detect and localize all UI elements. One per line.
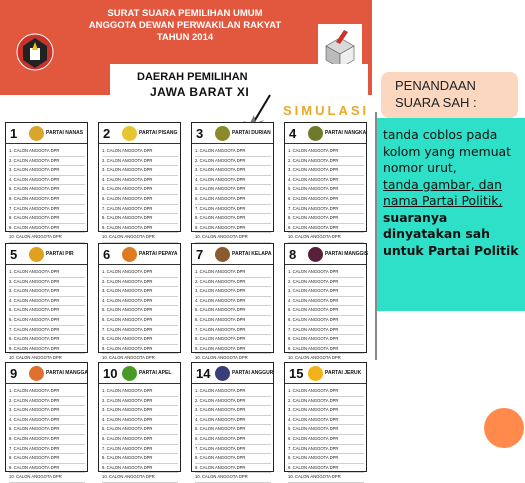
penandaan-label: PENANDAAN SUARA SAH : [395,78,477,110]
candidate-row[interactable]: 10. CALON ANGGOTA DPR [102,354,178,364]
candidate-row[interactable]: 8. CALON ANGGOTA DPR [9,335,85,345]
candidate-row[interactable]: 3. CALON ANGGOTA DPR [102,166,178,176]
daerah-value: JAWA BARAT XI [150,85,250,99]
candidate-list [195,387,271,483]
candidate-row[interactable]: 5. CALON ANGGOTA DPR [102,425,178,435]
candidate-row[interactable]: 10. CALON ANGGOTA DPR [9,473,85,483]
mangosteen-icon [308,247,323,262]
candidate-list [288,147,364,243]
party-header [192,123,273,144]
party-header [99,363,180,384]
candidate-row[interactable]: 5. CALON ANGGOTA DPR [195,425,271,435]
candidate-row[interactable]: 6. CALON ANGGOTA DPR [195,435,271,445]
candidate-row[interactable]: 5. CALON ANGGOTA DPR [195,185,271,195]
candidate-row[interactable]: 7. CALON ANGGOTA DPR [288,445,364,455]
candidate-row[interactable]: 3. CALON ANGGOTA DPR [288,287,364,297]
banana-icon [122,126,137,141]
party-header [99,244,180,265]
candidate-list [9,268,85,364]
candidate-row[interactable]: 10. CALON ANGGOTA DPR [102,233,178,243]
candidate-row[interactable]: 4. CALON ANGGOTA DPR [102,176,178,186]
candidate-row[interactable]: 3. CALON ANGGOTA DPR [102,406,178,416]
party-number: 4 [289,126,297,141]
candidate-row[interactable]: 10. CALON ANGGOTA DPR [9,354,85,364]
party-name: PARTAI PISANG [139,130,178,136]
candidate-row[interactable]: 7. CALON ANGGOTA DPR [102,205,178,215]
party-number: 15 [289,366,304,381]
candidate-row[interactable]: 4. CALON ANGGOTA DPR [9,176,85,186]
candidate-row[interactable]: 9. CALON ANGGOTA DPR [288,345,364,355]
party-number: 1 [10,126,18,141]
candidate-row[interactable]: 7. CALON ANGGOTA DPR [195,205,271,215]
candidate-row[interactable]: 10. CALON ANGGOTA DPR [288,473,364,483]
party-number: 7 [196,247,204,262]
candidate-row[interactable]: 2. CALON ANGGOTA DPR [195,157,271,167]
party-name: PARTAI PEPAYA [139,251,178,257]
party-box[interactable] [5,362,89,480]
candidate-row[interactable]: 2. CALON ANGGOTA DPR [195,397,271,407]
candidate-row[interactable]: 5. CALON ANGGOTA DPR [102,185,178,195]
party-box[interactable] [98,243,181,361]
candidate-row[interactable]: 1. CALON ANGGOTA DPR [102,147,178,157]
candidate-row[interactable]: 3. CALON ANGGOTA DPR [9,406,85,416]
candidate-row[interactable]: 1. CALON ANGGOTA DPR [102,268,178,278]
candidate-row[interactable]: 5. CALON ANGGOTA DPR [288,306,364,316]
candidate-row[interactable]: 10. CALON ANGGOTA DPR [288,354,364,364]
candidate-row[interactable]: 2. CALON ANGGOTA DPR [288,397,364,407]
party-box[interactable] [284,362,367,480]
candidate-row[interactable]: 9. CALON ANGGOTA DPR [195,345,271,355]
coconut-icon [215,247,230,262]
candidate-row[interactable]: 10. CALON ANGGOTA DPR [195,473,271,483]
candidate-row[interactable]: 4. CALON ANGGOTA DPR [195,297,271,307]
candidate-row[interactable]: 7. CALON ANGGOTA DPR [102,445,178,455]
candidate-row[interactable]: 4. CALON ANGGOTA DPR [9,416,85,426]
candidate-list [102,387,178,483]
candidate-row[interactable]: 2. CALON ANGGOTA DPR [9,397,85,407]
candidate-row[interactable]: 2. CALON ANGGOTA DPR [102,278,178,288]
party-box[interactable] [98,362,181,480]
candidate-row[interactable]: 4. CALON ANGGOTA DPR [195,176,271,186]
candidate-row[interactable]: 5. CALON ANGGOTA DPR [288,425,364,435]
candidate-row[interactable]: 6. CALON ANGGOTA DPR [9,316,85,326]
candidate-row[interactable]: 7. CALON ANGGOTA DPR [9,326,85,336]
party-number: 10 [103,366,118,381]
candidate-row[interactable]: 7. CALON ANGGOTA DPR [195,326,271,336]
party-box[interactable] [284,243,369,361]
party-name: PARTAI DURIAN [232,130,271,136]
candidate-row[interactable]: 2. CALON ANGGOTA DPR [102,157,178,167]
papaya-icon [122,247,137,262]
candidate-row[interactable]: 5. CALON ANGGOTA DPR [288,185,364,195]
candidate-row[interactable]: 8. CALON ANGGOTA DPR [195,214,271,224]
candidate-list [195,147,271,243]
candidate-row[interactable]: 9. CALON ANGGOTA DPR [195,464,271,474]
candidate-row[interactable]: 3. CALON ANGGOTA DPR [288,406,364,416]
candidate-row[interactable]: 1. CALON ANGGOTA DPR [195,147,271,157]
candidate-row[interactable]: 8. CALON ANGGOTA DPR [102,214,178,224]
party-header [99,123,180,144]
candidate-row[interactable]: 1. CALON ANGGOTA DPR [195,387,271,397]
jackfruit-icon [308,126,323,141]
party-header [285,363,366,384]
party-header [285,244,369,265]
candidate-row[interactable]: 8. CALON ANGGOTA DPR [288,454,364,464]
candidate-list [195,268,271,364]
candidate-row[interactable]: 9. CALON ANGGOTA DPR [9,224,85,234]
candidate-row[interactable]: 9. CALON ANGGOTA DPR [9,464,85,474]
candidate-row[interactable]: 8. CALON ANGGOTA DPR [9,454,85,464]
party-name: PARTAI MANGGA [46,370,89,376]
candidate-list [9,147,85,243]
simulasi-label: SIMULASI [283,103,370,118]
candidate-row[interactable]: 10. CALON ANGGOTA DPR [102,473,178,483]
candidate-row[interactable]: 10. CALON ANGGOTA DPR [195,354,271,364]
candidate-row[interactable]: 9. CALON ANGGOTA DPR [102,345,178,355]
daerah-label: DAERAH PEMILIHAN [137,71,248,83]
candidate-row[interactable]: 8. CALON ANGGOTA DPR [102,335,178,345]
candidate-row[interactable]: 9. CALON ANGGOTA DPR [195,224,271,234]
candidate-row[interactable]: 1. CALON ANGGOTA DPR [9,268,85,278]
candidate-list [102,147,178,243]
candidate-row[interactable]: 4. CALON ANGGOTA DPR [102,297,178,307]
candidate-row[interactable]: 9. CALON ANGGOTA DPR [102,224,178,234]
party-name: PARTAI PIR [46,251,74,257]
party-box[interactable] [191,362,274,480]
candidate-row[interactable]: 1. CALON ANGGOTA DPR [9,387,85,397]
candidate-row[interactable]: 6. CALON ANGGOTA DPR [195,316,271,326]
candidate-row[interactable]: 1. CALON ANGGOTA DPR [288,268,364,278]
candidate-row[interactable]: 6. CALON ANGGOTA DPR [9,435,85,445]
candidate-row[interactable]: 6. CALON ANGGOTA DPR [288,316,364,326]
candidate-row[interactable]: 3. CALON ANGGOTA DPR [9,287,85,297]
party-name: PARTAI NANAS [46,130,84,136]
candidate-row[interactable]: 2. CALON ANGGOTA DPR [9,157,85,167]
party-box[interactable] [191,122,274,240]
apple-icon [122,366,137,381]
candidate-row[interactable]: 7. CALON ANGGOTA DPR [9,445,85,455]
candidate-row[interactable]: 4. CALON ANGGOTA DPR [288,176,364,186]
explanation-line-1: tanda coblos pada kolom yang memuat nomor urut, [383,127,511,175]
party-number: 2 [103,126,111,141]
candidate-row[interactable]: 4. CALON ANGGOTA DPR [102,416,178,426]
candidate-list [102,268,178,364]
candidate-row[interactable]: 6. CALON ANGGOTA DPR [9,195,85,205]
candidate-row[interactable]: 3. CALON ANGGOTA DPR [9,166,85,176]
candidate-row[interactable]: 5. CALON ANGGOTA DPR [9,306,85,316]
candidate-row[interactable]: 10. CALON ANGGOTA DPR [195,233,271,243]
orange-icon [308,366,323,381]
durian-icon [215,126,230,141]
candidate-row[interactable]: 7. CALON ANGGOTA DPR [288,326,364,336]
party-header [192,244,273,265]
candidate-row[interactable]: 5. CALON ANGGOTA DPR [102,306,178,316]
party-header [192,363,273,384]
candidate-row[interactable]: 1. CALON ANGGOTA DPR [9,147,85,157]
candidate-row[interactable]: 8. CALON ANGGOTA DPR [195,454,271,464]
candidate-row[interactable]: 2. CALON ANGGOTA DPR [9,278,85,288]
party-header [6,123,87,144]
party-number: 5 [10,247,18,262]
ballot-title-line: SURAT SUARA PEMILIHAN UMUM [107,8,263,19]
party-name: PARTAI NANGKA [325,130,367,136]
candidate-row[interactable]: 7. CALON ANGGOTA DPR [195,445,271,455]
candidate-row[interactable]: 5. CALON ANGGOTA DPR [9,425,85,435]
candidate-row[interactable]: 8. CALON ANGGOTA DPR [102,454,178,464]
candidate-row[interactable]: 6. CALON ANGGOTA DPR [102,316,178,326]
candidate-row[interactable]: 7. CALON ANGGOTA DPR [288,205,364,215]
party-name: PARTAI MANGGIS [325,251,369,257]
candidate-row[interactable]: 9. CALON ANGGOTA DPR [9,345,85,355]
grape-icon [215,366,230,381]
candidate-row[interactable]: 1. CALON ANGGOTA DPR [195,268,271,278]
candidate-row[interactable]: 5. CALON ANGGOTA DPR [195,306,271,316]
party-box[interactable] [5,122,88,240]
candidate-row[interactable]: 10. CALON ANGGOTA DPR [288,233,364,243]
candidate-row[interactable]: 8. CALON ANGGOTA DPR [288,214,364,224]
candidate-row[interactable]: 7. CALON ANGGOTA DPR [102,326,178,336]
party-name: PARTAI APEL [139,370,172,376]
pineapple-icon [29,126,44,141]
candidate-row[interactable]: 2. CALON ANGGOTA DPR [102,397,178,407]
candidate-row[interactable]: 3. CALON ANGGOTA DPR [195,166,271,176]
party-box[interactable] [5,243,88,361]
party-box[interactable] [284,122,367,240]
kpu-logo-icon [16,30,54,74]
candidate-row[interactable]: 1. CALON ANGGOTA DPR [288,147,364,157]
candidate-row[interactable]: 4. CALON ANGGOTA DPR [9,297,85,307]
pear-icon [29,247,44,262]
candidate-list [9,387,85,483]
candidate-row[interactable]: 5. CALON ANGGOTA DPR [9,185,85,195]
explanation-line-3: suaranya dinyatakan sah untuk Partai Politik [383,209,519,258]
party-number: 8 [289,247,297,262]
candidate-row[interactable]: 3. CALON ANGGOTA DPR [195,406,271,416]
candidate-row[interactable]: 10. CALON ANGGOTA DPR [9,233,85,243]
candidate-row[interactable]: 6. CALON ANGGOTA DPR [288,195,364,205]
candidate-row[interactable]: 3. CALON ANGGOTA DPR [195,287,271,297]
candidate-row[interactable]: 4. CALON ANGGOTA DPR [288,416,364,426]
ballot-title-line: ANGGOTA DEWAN PERWAKILAN RAKYAT [88,20,282,31]
candidate-row[interactable]: 6. CALON ANGGOTA DPR [102,435,178,445]
candidate-row[interactable]: 7. CALON ANGGOTA DPR [9,205,85,215]
candidate-row[interactable]: 9. CALON ANGGOTA DPR [288,224,364,234]
candidate-list [288,268,364,364]
decorative-circle [484,408,524,448]
candidate-row[interactable]: 6. CALON ANGGOTA DPR [288,435,364,445]
party-name: PARTAI JERUK [325,370,362,376]
explanation-text [383,127,523,259]
party-number: 3 [196,126,204,141]
candidate-row[interactable]: 4. CALON ANGGOTA DPR [288,297,364,307]
candidate-row[interactable]: 8. CALON ANGGOTA DPR [195,335,271,345]
party-number: 14 [196,366,211,381]
candidate-row[interactable]: 3. CALON ANGGOTA DPR [288,166,364,176]
ballot-title [60,8,310,44]
party-name: PARTAI ANGGUR [232,370,274,376]
candidate-row[interactable]: 2. CALON ANGGOTA DPR [195,278,271,288]
candidate-row[interactable]: 8. CALON ANGGOTA DPR [288,335,364,345]
ballot-title-line: TAHUN 2014 [156,32,214,43]
candidate-row[interactable]: 9. CALON ANGGOTA DPR [288,464,364,474]
party-number: 9 [10,366,18,381]
candidate-row[interactable]: 6. CALON ANGGOTA DPR [102,195,178,205]
candidate-row[interactable]: 4. CALON ANGGOTA DPR [195,416,271,426]
party-name: PARTAI KELAPA [232,251,272,257]
party-header [285,123,366,144]
party-header [6,244,87,265]
candidate-row[interactable]: 1. CALON ANGGOTA DPR [102,387,178,397]
candidate-row[interactable]: 1. CALON ANGGOTA DPR [288,387,364,397]
candidate-row[interactable]: 2. CALON ANGGOTA DPR [288,278,364,288]
explanation-line-2: tanda gambar, dan nama Partai Politik, [383,176,503,208]
candidate-row[interactable]: 2. CALON ANGGOTA DPR [288,157,364,167]
candidate-row[interactable]: 6. CALON ANGGOTA DPR [195,195,271,205]
candidate-list [288,387,364,483]
candidate-row[interactable]: 8. CALON ANGGOTA DPR [9,214,85,224]
party-header [6,363,87,384]
party-number: 6 [103,247,111,262]
candidate-row[interactable]: 9. CALON ANGGOTA DPR [102,464,178,474]
party-box[interactable] [98,122,181,240]
candidate-row[interactable]: 3. CALON ANGGOTA DPR [102,287,178,297]
party-box[interactable] [191,243,274,361]
mango-icon [29,366,44,381]
